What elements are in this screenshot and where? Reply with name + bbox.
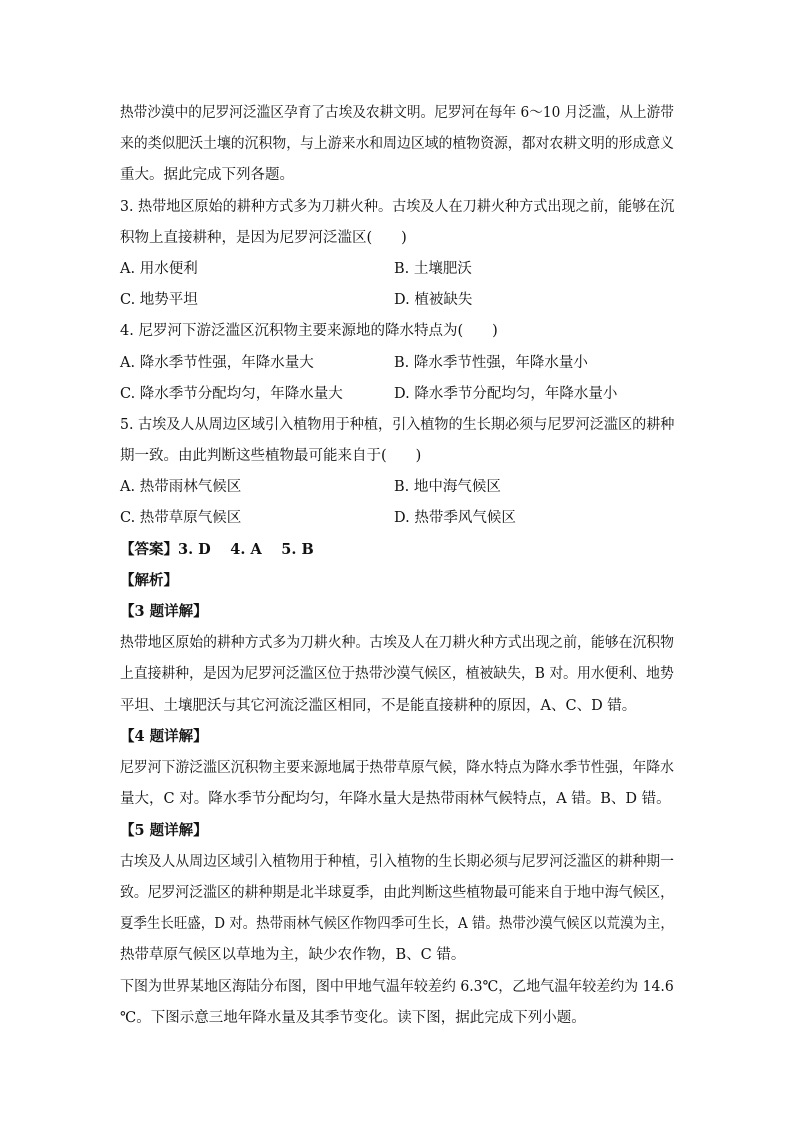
q3-detail-heading: 【3 题详解】 xyxy=(120,603,208,620)
q3-option-b: B. 土壤肥沃 xyxy=(394,261,472,277)
q4-option-d: D. 降水季节分配均匀，年降水量小 xyxy=(394,386,618,402)
q3-detail-line-2: 上直接耕种，是因为尼罗河泛滥区位于热带沙漠气候区，植被缺失，B 对。用水便利、地势 xyxy=(120,666,674,682)
q3-stem-line-2: 积物上直接耕种，是因为尼罗河泛滥区( ) xyxy=(120,230,407,246)
q5-option-b: B. 地中海气候区 xyxy=(394,479,501,495)
analysis-heading: 【解析】 xyxy=(120,572,178,589)
next-intro-line-2: ℃。下图示意三地年降水量及其季节变化。读下图，据此完成下列小题。 xyxy=(120,1010,586,1026)
q3-detail-line-1: 热带地区原始的耕种方式多为刀耕火种。古埃及人在刀耕火种方式出现之前，能够在沉积物 xyxy=(120,635,674,651)
q5-stem-line-1: 5. 古埃及人从周边区域引入植物用于种植，引入植物的生长期必须与尼罗河泛滥区的耕种 xyxy=(120,417,675,433)
q5-detail-line-4: 热带草原气候区以草地为主，缺少农作物，B、C 错。 xyxy=(120,947,466,963)
q4-option-a: A. 降水季节性强，年降水量大 xyxy=(120,355,314,371)
q4-detail-heading: 【4 题详解】 xyxy=(120,728,208,745)
q4-detail-line-1: 尼罗河下游泛滥区沉积物主要来源地属于热带草原气候，降水特点为降水季节性强，年降水 xyxy=(120,760,674,776)
q5-detail-line-3: 夏季生长旺盛，D 对。热带雨林气候区作物四季可生长，A 错。热带沙漠气候区以荒漠为主， xyxy=(120,916,674,932)
q3-detail-line-3: 平坦、土壤肥沃与其它河流泛滥区相同，不是能直接耕种的原因，A、C、D 错。 xyxy=(120,698,637,714)
intro-line-2: 来的类似肥沃土壤的沉积物，与上游来水和周边区域的植物资源，都对农耕文明的形成意义 xyxy=(120,136,674,152)
q5-detail-heading: 【5 题详解】 xyxy=(120,822,208,839)
q3-option-c: C. 地势平坦 xyxy=(120,292,198,308)
q5-detail-line-2: 致。尼罗河泛滥区的耕种期是北半球夏季，由此判断这些植物最可能来自于地中海气候区， xyxy=(120,885,674,901)
answer-line: 【答案】3. D 4. A 5. B xyxy=(120,541,314,558)
q5-detail-line-1: 古埃及人从周边区域引入植物用于种植，引入植物的生长期必须与尼罗河泛滥区的耕种期一 xyxy=(120,854,674,870)
q5-option-c: C. 热带草原气候区 xyxy=(120,510,242,526)
q3-option-a: A. 用水便利 xyxy=(120,261,198,277)
intro-line-1: 热带沙漠中的尼罗河泛滥区孕育了古埃及农耕文明。尼罗河在每年 6～10 月泛滥，从上游带 xyxy=(120,105,674,121)
q4-option-c: C. 降水季节分配均匀，年降水量大 xyxy=(120,386,343,402)
q4-stem-line-1: 4. 尼罗河下游泛滥区沉积物主要来源地的降水特点为( ) xyxy=(120,323,498,339)
q3-stem-line-1: 3. 热带地区原始的耕种方式多为刀耕火种。古埃及人在刀耕火种方式出现之前，能够在沉 xyxy=(120,199,675,215)
q5-stem-line-2: 期一致。由此判断这些植物最可能来自于( ) xyxy=(120,448,422,464)
q4-option-b: B. 降水季节性强，年降水量小 xyxy=(394,355,588,371)
q4-detail-line-2: 量大，C 对。降水季节分配均匀，年降水量大是热带雨林气候特点，A 错。B、D 错。 xyxy=(120,791,671,807)
q5-option-a: A. 热带雨林气候区 xyxy=(120,479,242,495)
q3-option-d: D. 植被缺失 xyxy=(394,292,473,308)
next-intro-line-1: 下图为世界某地区海陆分布图，图中甲地气温年较差约 6.3℃，乙地气温年较差约为 14.6 xyxy=(120,979,674,995)
intro-line-3: 重大。据此完成下列各题。 xyxy=(120,167,294,183)
q5-option-d: D. 热带季风气候区 xyxy=(394,510,516,526)
